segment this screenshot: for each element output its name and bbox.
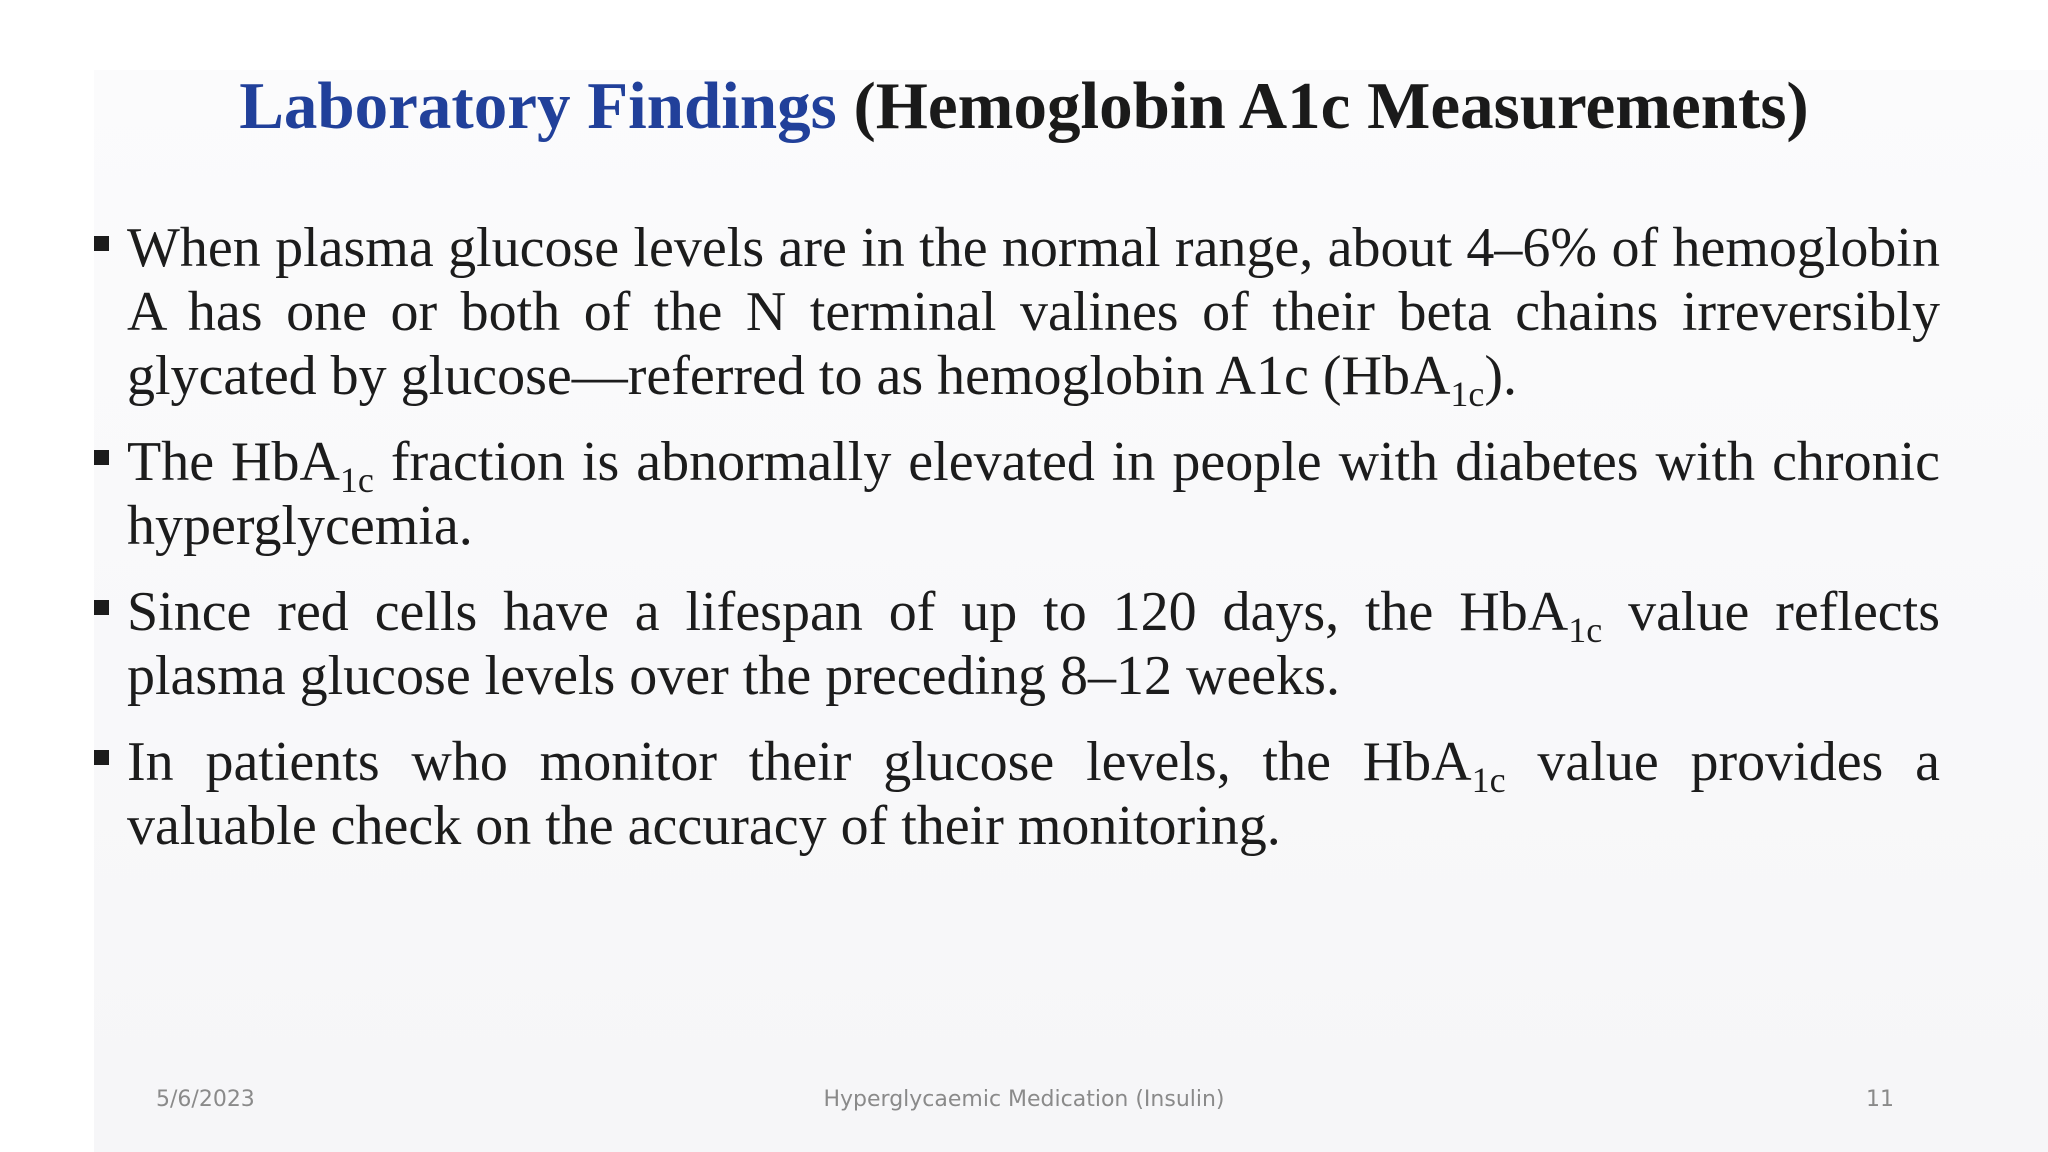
footer-title: Hyperglycaemic Medication (Insulin)	[823, 1087, 1225, 1112]
bullet-text: value reflects plasma glucose levels over the preceding 8–12 weeks.	[127, 581, 1941, 707]
square-bullet-icon	[94, 236, 109, 251]
bullet-item	[94, 580, 1940, 708]
bullet-text: Since red cells have a lifespan of up to 120 days, the HbA	[127, 581, 1569, 643]
bullet-list	[94, 216, 1940, 880]
square-bullet-icon	[94, 750, 109, 765]
subscript: 1c	[1568, 610, 1603, 650]
bullet-item	[94, 430, 1940, 558]
bullet-text: fraction is abnormally elevated in people with diabetes with chronic hyperglycemia.	[127, 431, 1940, 557]
bullet-text: When plasma glucose levels are in the normal range, about 4–6% of hemoglobin A has one or both of the N terminal valines of their beta chains irreversibly glycated by glucose—referred to as hemoglobin A1c (HbA	[127, 217, 1940, 407]
title-main: Laboratory Findings	[239, 69, 837, 143]
slide-title	[0, 66, 2048, 146]
title-parenthetical: (Hemoglobin A1c Measurements)	[853, 69, 1809, 143]
subscript: 1c	[339, 460, 374, 500]
square-bullet-icon	[94, 450, 109, 465]
bullet-text: In patients who monitor their glucose levels, the HbA	[127, 731, 1472, 793]
bullet-text: ).	[1484, 345, 1518, 407]
footer-page-number: 11	[1866, 1087, 1894, 1112]
bullet-item	[94, 216, 1940, 414]
square-bullet-icon	[94, 600, 109, 615]
bullet-text: The HbA	[127, 431, 340, 493]
bullet-text: value provides a valuable check on the accuracy of their monitoring.	[127, 731, 1940, 857]
subscript: 1c	[1471, 760, 1506, 800]
footer-date: 5/6/2023	[156, 1087, 255, 1112]
subscript: 1c	[1450, 374, 1485, 414]
bullet-item	[94, 730, 1940, 858]
